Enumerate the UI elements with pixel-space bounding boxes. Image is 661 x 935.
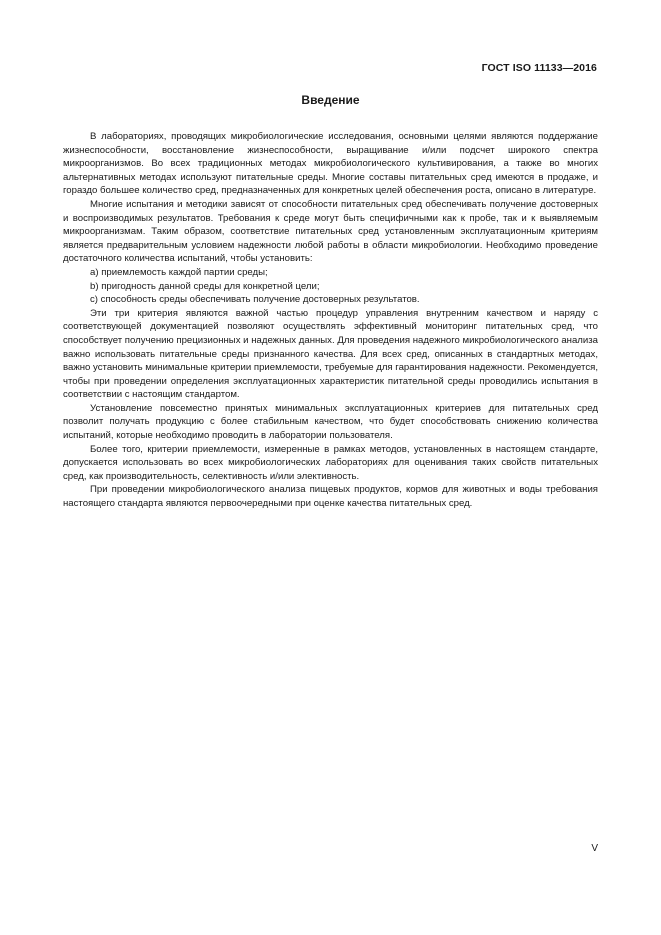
section-title: Введение [301,93,360,107]
introduction-body [63,130,598,511]
paragraph: Эти три критерия являются важной частью процедур управления внутренним качеством и наряду с соответствующей документацией позволяют осуществлять эффективный мониторинг питательных сред, что способствует получению прецизионных и надежных данных. Для проведения надежного микробиологического анализа важно использовать питательные среды признанного качества. Для всех сред, описанных в стандартных методах, важно установить минимальные критерии приемлемости, требуемые для гарантирования надежности. Рекомендуется, чтобы при проведении определения эксплуатационных характеристик питательной среды проводились испытания в соответствии с настоящим стандартом. [63,307,598,401]
list-item: a) приемлемость каждой партии среды; [90,266,268,278]
paragraph: Многие испытания и методики зависят от способности питательных сред обеспечивать получение достоверных и воспроизводимых результатов. Требования к среде могут быть специфичными как к пробе, так и к выявляемым микроорганизмам. Таким образом, соответствие питательных сред установленным эксплуатационным критериям является предварительным условием надежности любой работы в области микробиологии. Необходимо проведение достаточного количества испытаний, чтобы установить: [63,198,598,265]
list-item: c) способность среды обеспечивать получение достоверных результатов. [90,294,420,306]
paragraph: Более того, критерии приемлемости, измеренные в рамках методов, установленных в настоящем стандарте, допускается использовать во всех микробиологических лабораториях для оценивания таких свойств питательных сред, как производительность, селективность и/или элективность. [63,443,598,482]
paragraph: При проведении микробиологического анализа пищевых продуктов, кормов для животных и воды требования настоящего стандарта являются первоочередными при оценке качества питательных сред. [63,484,598,510]
paragraph: В лабораториях, проводящих микробиологические исследования, основными целями являются поддержание жизнеспособности, восстановление жизнеспособности, выращивание и/или подсчет широкого спектра микроорганизмов. Во всех традиционных методах микробиологического культивирования, а также во многих альтернативных методах используют питательные среды. Многие составы питательных сред имеются в продаже, и гораздо большее количество сред, предназначенных для конкретных целей обеспечения роста, описано в литературе. [63,131,598,197]
list-item: b) пригодность данной среды для конкретной цели; [90,280,320,292]
standard-code-header: ГОСТ ISO 11133—2016 [481,62,597,74]
page-number: V [591,843,598,854]
paragraph: Установление повсеместно принятых минимальных эксплуатационных критериев для питательных сред позволит получать продукцию с более стабильным качеством, что будет способствовать снижению количества испытаний, которые необходимо проводить в лаборатории пользователя. [63,402,598,442]
